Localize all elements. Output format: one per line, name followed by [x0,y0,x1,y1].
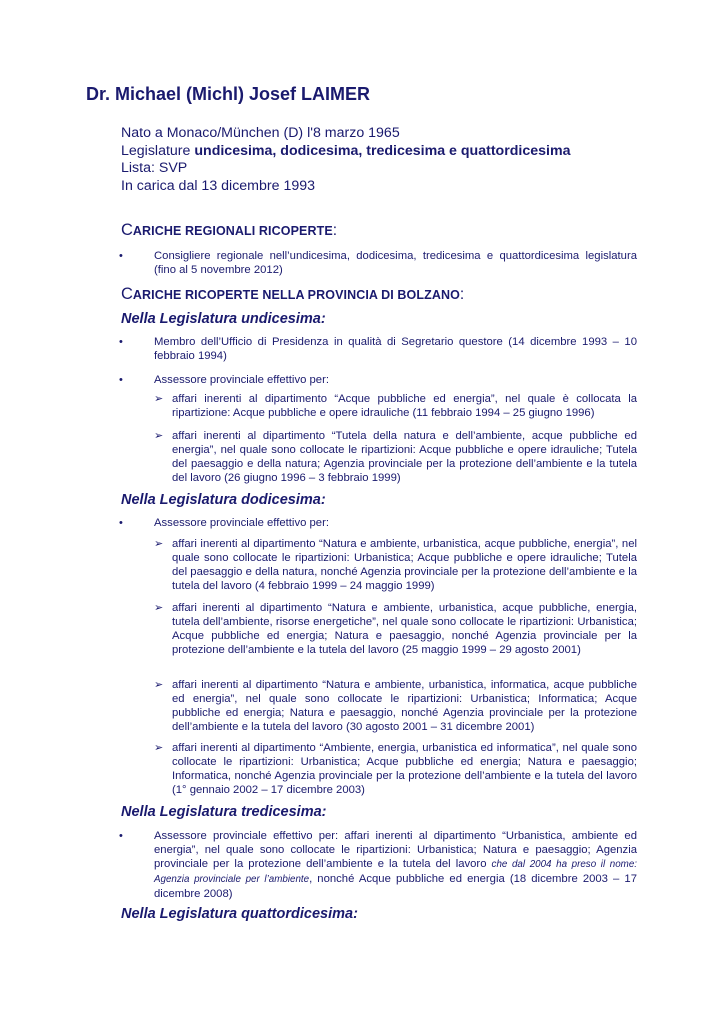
leg11-item-2: Assessore provinciale effettivo per: [154,374,329,386]
regional-heading [121,221,337,240]
bullet-icon [119,335,125,349]
arrow-bullet-icon: ➢ [154,430,164,442]
provincial-heading [121,285,464,304]
leg11-subitem-1: affari inerenti al dipartimento “Acque pubbliche ed energia”, nel quale è collocata la ripartizione: Acque pubbliche e opere idrauliche (11 febbraio 1994 – 25 giugno 1996) [172,393,637,419]
leg12-subitem-3: affari inerenti al dipartimento “Natura e ambiente, urbanistica, informatica, acque pubbliche ed energia”, nel quale sono collocate le ripartizioni: Urbanistica; Informatica; Acque pubbliche ed energia; Natura e paesaggio, nonché Agenzia provinciale per la protezione dell’ambiente e la tutela del lavoro (30 agosto 2001 – 31 dicembre 2001) [172,679,637,733]
provincial-heading-text: ARICHE RICOPERTE NELLA PROVINCIA DI BOLZANO [132,288,460,302]
provincial-heading-initial: C [121,285,133,303]
birth-info: Nato a Monaco/München (D) l'8 marzo 1965 [121,125,400,141]
arrow-bullet-icon: ➢ [154,538,164,550]
leg12-subitem-1: affari inerenti al dipartimento “Natura e ambiente, urbanistica, acque pubbliche, energia”, nel quale sono collocate le ripartizioni: Urbanistica; Acque pubbliche e opere idrauliche; Tutela del paesaggio e della natura, nonché Agenzia provinciale per la protezione dell’ambiente e la tutela del lavoro (4 febbraio 1999 – 24 maggio 1999) [172,538,637,592]
arrow-bullet-icon: ➢ [154,393,164,405]
bullet-icon [119,829,125,843]
arrow-bullet-icon: ➢ [154,602,164,614]
bio-block [121,125,570,195]
leg12-subitem-4: affari inerenti al dipartimento “Ambiente, energia, urbanistica ed informatica”, nel quale sono collocate le ripartizioni: Urbanistica; Acque pubbliche ed energia; Natura e paesaggio; Informatica, nonché Agenzia provinciale per la protezione dell’ambiente e la tutela del lavoro (1° gennaio 2002 – 17 dicembre 2003) [172,742,637,796]
legislature-11-heading: Nella Legislatura undicesima: [121,311,326,327]
legislature-14-heading: Nella Legislatura quattordicesima: [121,906,358,922]
leg12-item-1: Assessore provinciale effettivo per: [154,517,329,529]
bullet-icon [119,249,125,263]
arrow-bullet-icon: ➢ [154,742,164,754]
arrow-bullet-icon: ➢ [154,679,164,691]
in-office-since: In carica dal 13 dicembre 1993 [121,177,316,194]
leg13-item-text: Assessore provinciale effettivo per: affari inerenti al dipartimento “Urbanistica, ambiente ed energia”, nel quale sono collocate le ripartizioni: Urbanistica; Natura e paesaggio; Agenzia provinciale per la protezione dell’ambiente e la tutela del lavoro [154,830,637,870]
leg12-subitem-2: affari inerenti al dipartimento “Natura e ambiente, urbanistica, acque pubbliche, energia, tutela dell’ambiente, risorse energetiche”, nel quale sono collocate le ripartizioni: Urbanistica; Acque pubbliche ed energia; Natura e paesaggio, nonché Agenzia provinciale per la protezione dell’ambiente e la tutela del lavoro (25 maggio 1999 – 29 agosto 2001) [172,602,637,656]
legislature-12-heading: Nella Legislatura dodicesima: [121,492,326,508]
regional-heading-initial: C [121,221,133,239]
legislatures-prefix: Legislature [121,142,195,159]
legislatures-list: undicesima, dodicesima, tredicesima e quattordicesima [194,142,571,159]
leg13-item-1 [154,829,637,901]
regional-heading-colon: : [332,222,338,239]
leg11-item-1: Membro dell’Ufficio di Presidenza in qualità di Segretario questore (14 dicembre 1993 – 10 febbraio 1994) [154,336,637,362]
leg13-item-italic-note: che dal 2004 ha preso il nome: Agenzia provinciale per l’ambiente [154,859,638,885]
regional-heading-text: ARICHE REGIONALI RICOPERTE [132,224,333,238]
bullet-icon [119,516,125,530]
regional-item: Consigliere regionale nell’undicesima, dodicesima, tredicesima e quattordicesima legislatura (fino al 5 novembre 2012) [154,250,637,276]
leg13-item-text-end: , nonché Acque pubbliche ed energia (18 dicembre 2003 – 17 dicembre 2008) [154,873,637,900]
legislatures-info [121,143,570,161]
bullet-icon [119,373,125,387]
provincial-heading-colon: : [459,286,465,303]
party-list: Lista: SVP [121,160,188,176]
page-title: Dr. Michael (Michl) Josef LAIMER [86,84,371,104]
legislature-13-heading: Nella Legislatura tredicesima: [121,804,327,820]
leg11-subitem-2: affari inerenti al dipartimento “Tutela della natura e dell’ambiente, acque pubbliche ed energia”, nel quale sono collocate le ripartizioni: Acque pubbliche e opere idrauliche; Tutela del paesaggio e della natura; Agenzia provinciale per la protezione dell’ambiente e la tutela del lavoro (26 giugno 1996 – 3 febbraio 1999) [172,430,637,484]
